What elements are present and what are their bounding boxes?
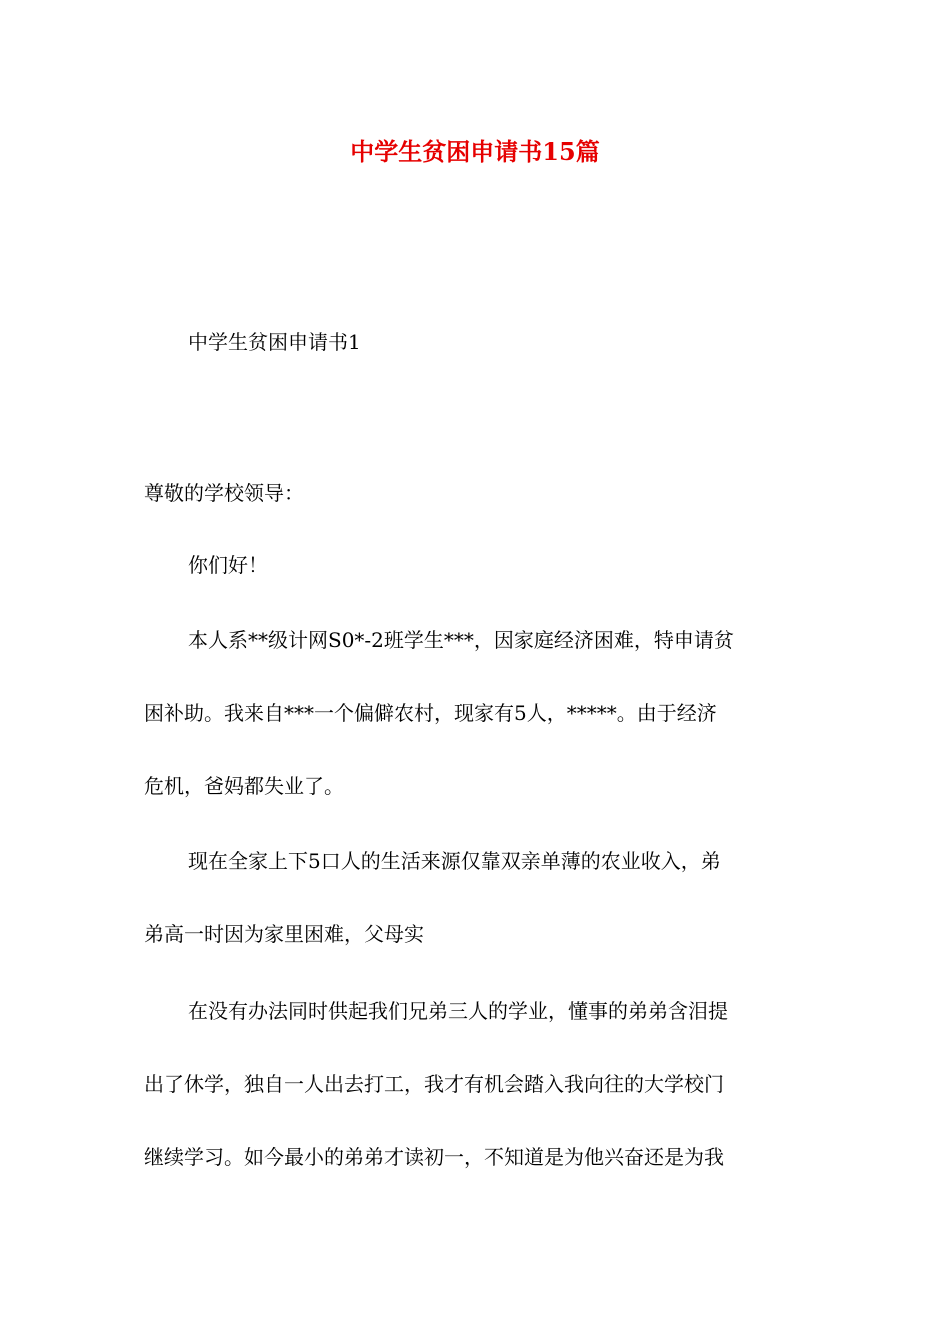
- paragraph-line: 在没有办法同时供起我们兄弟三人的学业，懂事的弟弟含泪提: [188, 999, 728, 1023]
- salutation: 尊敬的学校领导：: [144, 481, 304, 505]
- paragraph-line: 现在全家上下5口人的生活来源仅靠双亲单薄的农业收入，弟: [188, 849, 721, 873]
- paragraph-line: 危机，爸妈都失业了。: [144, 774, 344, 798]
- paragraph-line: 出了休学，独自一人出去打工，我才有机会踏入我向往的大学校门: [144, 1072, 724, 1096]
- paragraph-3: [144, 975, 806, 1194]
- paragraph-1: [144, 604, 806, 823]
- paragraph-line: 困补助。我来自***一个偏僻农村，现家有5人，*****。由于经济: [144, 701, 717, 725]
- section-heading: 中学生贫困申请书1: [188, 330, 361, 354]
- greeting: 你们好！: [188, 553, 268, 577]
- paragraph-2: [144, 825, 806, 971]
- paragraph-line: 继续学习。如今最小的弟弟才读初一，不知道是为他兴奋还是为我: [144, 1145, 724, 1169]
- paragraph-line: 本人系**级计网S0*-2班学生***，因家庭经济困难，特申请贫: [188, 628, 734, 652]
- document-title: 中学生贫困申请书15篇: [350, 137, 600, 166]
- paragraph-line: 弟高一时因为家里困难，父母实: [144, 922, 424, 946]
